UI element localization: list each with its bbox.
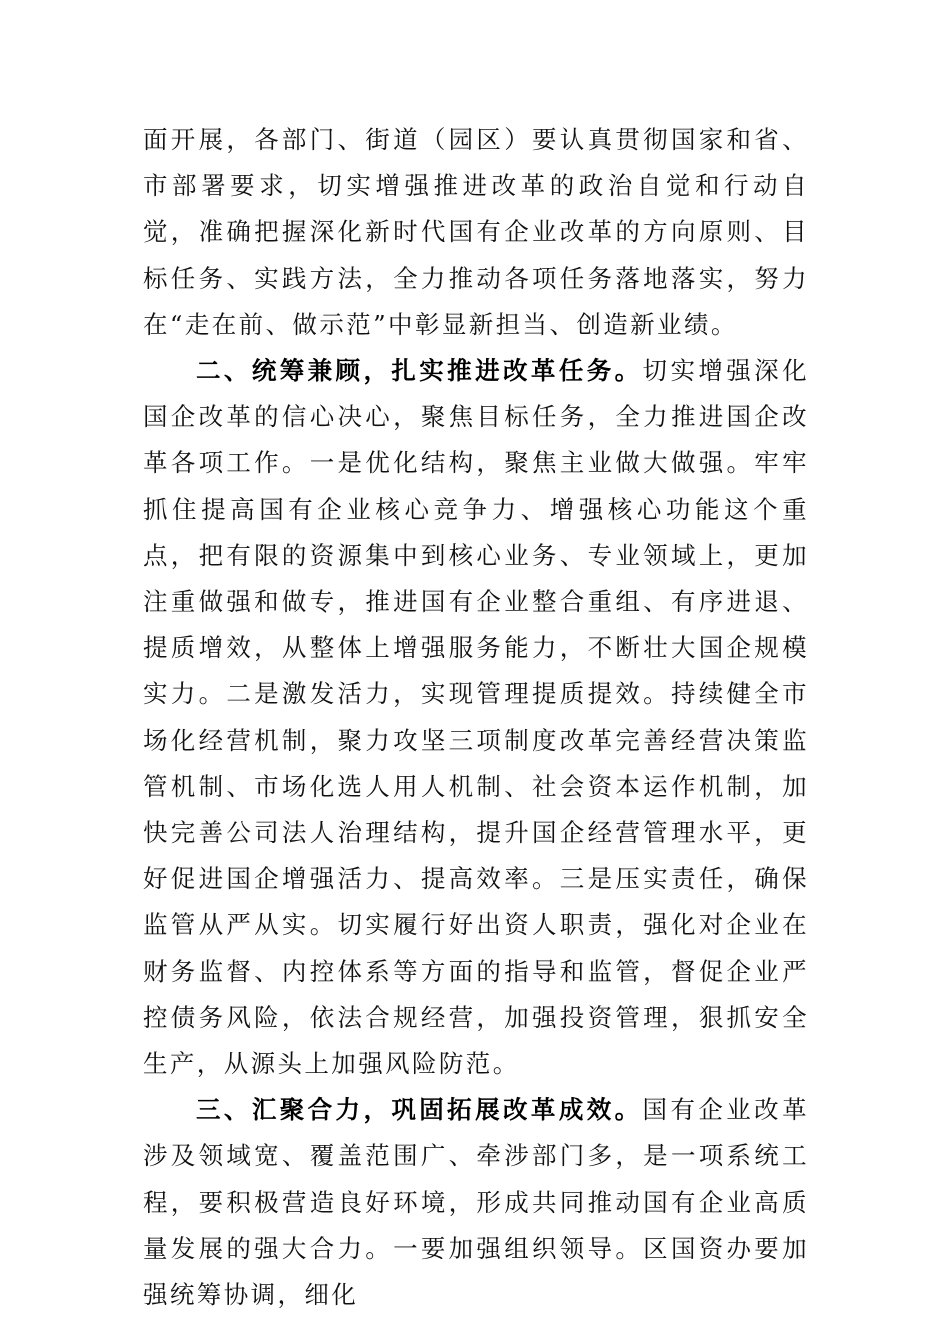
paragraph-text: 面开展，各部门、街道（园区）要认真贯彻国家和省、市部署要求，切实增强推进改革的政治自觉和行动自觉，准确把握深化新时代国有企业改革的方向原则、目标任务、实践方法，全力推动各项任务落地落实，努力在“走在前、做示范”中彰显新担当、创造新业绩。	[143, 125, 809, 339]
section-heading: 三、汇聚合力，巩固拓展改革成效。	[196, 1095, 643, 1125]
document-body	[143, 117, 809, 1318]
paragraph-text: 国有企业改革涉及领域宽、覆盖范围广、牵涉部门多，是一项系统工程，要积极营造良好环境，形成共同推动国有企业高质量发展的强大合力。一要加强组织领导。区国资办要加强统筹协调，细化	[143, 1095, 809, 1310]
paragraph-section-three	[143, 1087, 809, 1318]
paragraph-text: 切实增强深化国企改革的信心决心，聚焦目标任务，全力推进国企改革各项工作。一是优化结构，聚焦主业做大做强。牢牢抓住提高国有企业核心竞争力、增强核心功能这个重点，把有限的资源集中到核心业务、专业领域上，更加注重做强和做专，推进国有企业整合重组、有序进退、提质增效，从整体上增强服务能力，不断壮大国企规模实力。二是激发活力，实现管理提质提效。持续健全市场化经营机制，聚力攻坚三项制度改革完善经营决策监管机制、市场化选人用人机制、社会资本运作机制，加快完善公司法人治理结构，提升国企经营管理水平，更好促进国企增强活力、提高效率。三是压实责任，确保监管从严从实。切实履行好出资人职责，强化对企业在财务监督、内控体系等方面的指导和监管，督促企业严控债务风险，依法合规经营，加强投资管理，狠抓安全生产，从源头上加强风险防范。	[143, 356, 809, 1079]
section-heading: 二、统筹兼顾，扎实推进改革任务。	[196, 356, 643, 386]
paragraph-continuation	[143, 117, 809, 348]
paragraph-section-two	[143, 348, 809, 1087]
